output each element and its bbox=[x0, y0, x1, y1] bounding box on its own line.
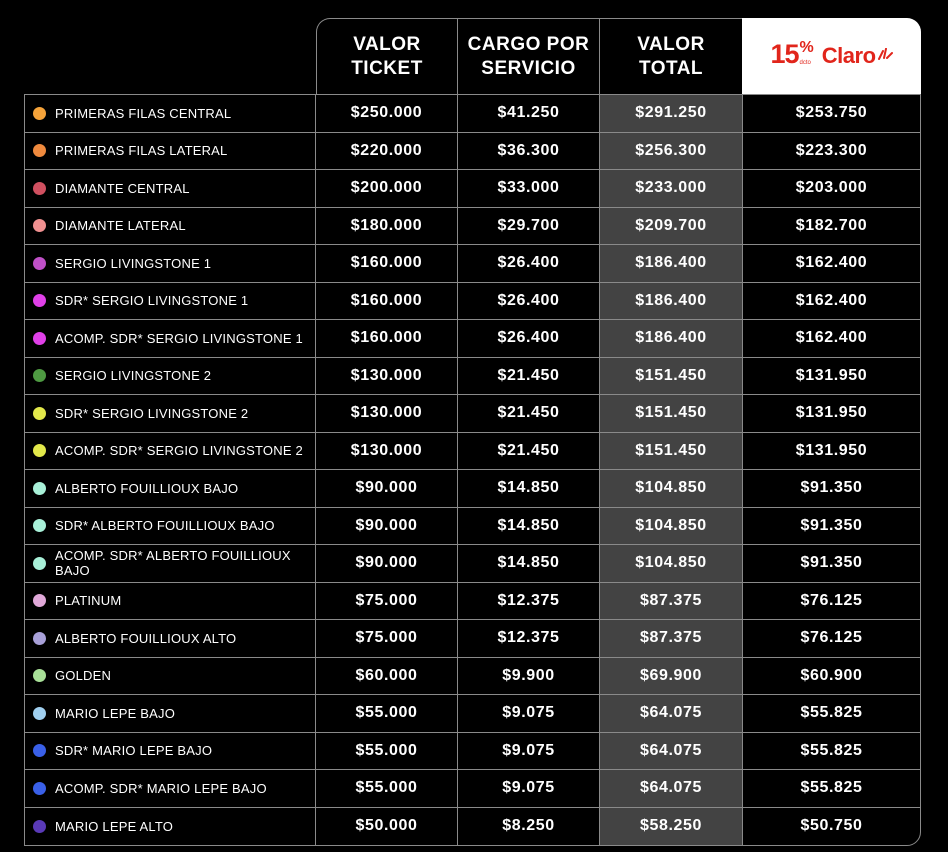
promo-percent: % bbox=[799, 39, 814, 56]
cargo-servicio-cell: $9.075 bbox=[458, 733, 600, 770]
header-spacer bbox=[24, 18, 316, 94]
zone-color-dot-icon bbox=[33, 444, 46, 457]
zone-name-cell bbox=[25, 658, 316, 695]
claro-price-cell: $55.825 bbox=[800, 704, 863, 722]
table-row bbox=[25, 658, 920, 696]
valor-ticket-cell: $75.000 bbox=[316, 620, 458, 657]
valor-total-cell: $186.400 bbox=[600, 320, 743, 357]
zone-color-dot-icon bbox=[33, 369, 46, 382]
claro-price-cell: $203.000 bbox=[795, 179, 868, 197]
zone-name: DIAMANTE LATERAL bbox=[55, 218, 186, 234]
header-valor-total-label: VALOR TOTAL bbox=[637, 33, 705, 79]
cargo-servicio-cell: $14.850 bbox=[458, 545, 600, 582]
claro-price-cell: $162.400 bbox=[795, 254, 868, 272]
valor-total-cell: $64.075 bbox=[600, 695, 743, 732]
zone-color-dot-icon bbox=[33, 557, 46, 570]
valor-total-cell: $233.000 bbox=[600, 170, 743, 207]
valor-ticket-cell: $50.000 bbox=[316, 808, 458, 846]
zone-name-cell bbox=[25, 808, 316, 846]
valor-total-cell: $151.450 bbox=[600, 358, 743, 395]
claro-price-cell: $91.350 bbox=[800, 516, 863, 534]
cargo-servicio-cell: $21.450 bbox=[458, 358, 600, 395]
zone-name: ACOMP. SDR* ALBERTO FOUILLIOUX BAJO bbox=[55, 548, 291, 579]
table-row bbox=[25, 545, 920, 583]
header-valor-total bbox=[599, 18, 742, 94]
table-row bbox=[25, 395, 920, 433]
zone-color-dot-icon bbox=[33, 594, 46, 607]
valor-total-cell: $64.075 bbox=[600, 733, 743, 770]
valor-ticket-cell: $160.000 bbox=[316, 283, 458, 320]
table-row bbox=[25, 620, 920, 658]
zone-name: ACOMP. SDR* MARIO LEPE BAJO bbox=[55, 780, 267, 796]
zone-name: ALBERTO FOUILLIOUX BAJO bbox=[55, 480, 239, 496]
valor-ticket-cell: $75.000 bbox=[316, 583, 458, 620]
zone-color-dot-icon bbox=[33, 332, 46, 345]
valor-ticket-cell: $90.000 bbox=[316, 470, 458, 507]
zone-color-dot-icon bbox=[33, 632, 46, 645]
zone-color-dot-icon bbox=[33, 144, 46, 157]
zone-color-dot-icon bbox=[33, 219, 46, 232]
valor-ticket-cell: $55.000 bbox=[316, 770, 458, 807]
valor-ticket-cell: $130.000 bbox=[316, 433, 458, 470]
valor-total-cell: $151.450 bbox=[600, 433, 743, 470]
valor-ticket-cell: $200.000 bbox=[316, 170, 458, 207]
zone-name: PRIMERAS FILAS CENTRAL bbox=[55, 105, 232, 121]
valor-ticket-cell: $60.000 bbox=[316, 658, 458, 695]
table-row bbox=[25, 358, 920, 396]
valor-total-cell: $104.850 bbox=[600, 470, 743, 507]
zone-name-cell bbox=[25, 133, 316, 170]
table-row bbox=[25, 433, 920, 471]
header-claro-discount bbox=[742, 18, 921, 94]
zone-name-cell bbox=[25, 283, 316, 320]
zone-name-cell bbox=[25, 583, 316, 620]
valor-total-cell: $87.375 bbox=[600, 583, 743, 620]
price-table bbox=[24, 18, 921, 846]
zone-name: ACOMP. SDR* SERGIO LIVINGSTONE 1 bbox=[55, 330, 303, 346]
cargo-servicio-cell: $41.250 bbox=[458, 95, 600, 132]
zone-name-cell bbox=[25, 208, 316, 245]
valor-ticket-cell: $90.000 bbox=[316, 508, 458, 545]
zone-name: PRIMERAS FILAS LATERAL bbox=[55, 143, 228, 159]
valor-total-cell: $186.400 bbox=[600, 283, 743, 320]
zone-color-dot-icon bbox=[33, 707, 46, 720]
zone-name-cell bbox=[25, 620, 316, 657]
zone-name: ALBERTO FOUILLIOUX ALTO bbox=[55, 630, 237, 646]
zone-name: SERGIO LIVINGSTONE 2 bbox=[55, 368, 212, 384]
zone-name: SERGIO LIVINGSTONE 1 bbox=[55, 255, 212, 271]
valor-ticket-cell: $55.000 bbox=[316, 733, 458, 770]
zone-color-dot-icon bbox=[33, 669, 46, 682]
claro-price-cell: $60.900 bbox=[800, 666, 863, 684]
claro-price-cell: $55.825 bbox=[800, 779, 863, 797]
claro-price-cell: $162.400 bbox=[795, 329, 868, 347]
zone-name: SDR* MARIO LEPE BAJO bbox=[55, 743, 213, 759]
valor-ticket-cell: $90.000 bbox=[316, 545, 458, 582]
valor-ticket-cell: $250.000 bbox=[316, 95, 458, 132]
claro-price-cell: $131.950 bbox=[795, 404, 868, 422]
claro-price-cell: $50.750 bbox=[800, 817, 863, 835]
claro-price-cell: $162.400 bbox=[795, 291, 868, 309]
zone-name-cell bbox=[25, 470, 316, 507]
cargo-servicio-cell: $36.300 bbox=[458, 133, 600, 170]
zone-name-cell bbox=[25, 95, 316, 132]
claro-price-cell: $253.750 bbox=[795, 104, 868, 122]
table-header bbox=[24, 18, 921, 94]
cargo-servicio-cell: $14.850 bbox=[458, 470, 600, 507]
table-row bbox=[25, 245, 920, 283]
zone-name-cell bbox=[25, 695, 316, 732]
cargo-servicio-cell: $14.850 bbox=[458, 508, 600, 545]
table-row bbox=[25, 808, 920, 846]
zone-name-cell bbox=[25, 320, 316, 357]
claro-price-cell: $91.350 bbox=[800, 479, 863, 497]
zone-color-dot-icon bbox=[33, 820, 46, 833]
table-row bbox=[25, 133, 920, 171]
valor-total-cell: $104.850 bbox=[600, 545, 743, 582]
zone-name: SDR* ALBERTO FOUILLIOUX BAJO bbox=[55, 518, 275, 534]
table-row bbox=[25, 208, 920, 246]
zone-name-cell bbox=[25, 545, 316, 582]
claro-price-cell: $182.700 bbox=[795, 216, 868, 234]
zone-color-dot-icon bbox=[33, 519, 46, 532]
valor-total-cell: $256.300 bbox=[600, 133, 743, 170]
cargo-servicio-cell: $12.375 bbox=[458, 583, 600, 620]
table-body bbox=[24, 94, 921, 846]
table-row bbox=[25, 733, 920, 771]
zone-color-dot-icon bbox=[33, 107, 46, 120]
claro-price-cell: $91.350 bbox=[800, 554, 863, 572]
valor-ticket-cell: $130.000 bbox=[316, 358, 458, 395]
zone-name: MARIO LEPE BAJO bbox=[55, 705, 176, 721]
claro-price-cell: $55.825 bbox=[800, 741, 863, 759]
table-row bbox=[25, 508, 920, 546]
table-row bbox=[25, 283, 920, 321]
zone-name-cell bbox=[25, 245, 316, 282]
valor-ticket-cell: $180.000 bbox=[316, 208, 458, 245]
valor-ticket-cell: $160.000 bbox=[316, 320, 458, 357]
valor-total-cell: $87.375 bbox=[600, 620, 743, 657]
claro-price-cell: $76.125 bbox=[800, 591, 863, 609]
cargo-servicio-cell: $8.250 bbox=[458, 808, 600, 846]
zone-name-cell bbox=[25, 508, 316, 545]
table-row bbox=[25, 695, 920, 733]
valor-ticket-cell: $130.000 bbox=[316, 395, 458, 432]
promo-number: 15 bbox=[770, 39, 799, 69]
zone-color-dot-icon bbox=[33, 482, 46, 495]
promo-badge bbox=[770, 39, 813, 73]
cargo-servicio-cell: $29.700 bbox=[458, 208, 600, 245]
valor-ticket-cell: $160.000 bbox=[316, 245, 458, 282]
cargo-servicio-cell: $9.075 bbox=[458, 770, 600, 807]
cargo-servicio-cell: $9.900 bbox=[458, 658, 600, 695]
valor-total-cell: $69.900 bbox=[600, 658, 743, 695]
zone-color-dot-icon bbox=[33, 744, 46, 757]
header-cargo-servicio bbox=[457, 18, 599, 94]
table-row bbox=[25, 320, 920, 358]
valor-total-cell: $151.450 bbox=[600, 395, 743, 432]
zone-name-cell bbox=[25, 733, 316, 770]
valor-ticket-cell: $55.000 bbox=[316, 695, 458, 732]
zone-name: MARIO LEPE ALTO bbox=[55, 818, 174, 834]
zone-color-dot-icon bbox=[33, 182, 46, 195]
cargo-servicio-cell: $21.450 bbox=[458, 395, 600, 432]
zone-color-dot-icon bbox=[33, 294, 46, 307]
valor-total-cell: $209.700 bbox=[600, 208, 743, 245]
valor-ticket-cell: $220.000 bbox=[316, 133, 458, 170]
header-valor-ticket bbox=[316, 18, 457, 94]
table-row bbox=[25, 170, 920, 208]
zone-name: ACOMP. SDR* SERGIO LIVINGSTONE 2 bbox=[55, 443, 303, 459]
header-cargo-servicio-label: CARGO POR SERVICIO bbox=[467, 33, 590, 79]
header-valor-ticket-label: VALOR TICKET bbox=[351, 33, 423, 79]
cargo-servicio-cell: $33.000 bbox=[458, 170, 600, 207]
claro-brand-text: Claro bbox=[821, 43, 876, 68]
zone-name-cell bbox=[25, 433, 316, 470]
zone-name: DIAMANTE CENTRAL bbox=[55, 180, 190, 196]
valor-total-cell: $291.250 bbox=[600, 95, 743, 132]
cargo-servicio-cell: $9.075 bbox=[458, 695, 600, 732]
zone-name-cell bbox=[25, 395, 316, 432]
valor-total-cell: $186.400 bbox=[600, 245, 743, 282]
cargo-servicio-cell: $26.400 bbox=[458, 283, 600, 320]
zone-name: SDR* SERGIO LIVINGSTONE 1 bbox=[55, 293, 249, 309]
table-row bbox=[25, 770, 920, 808]
zone-name-cell bbox=[25, 770, 316, 807]
claro-sun-icon bbox=[877, 48, 893, 60]
claro-price-cell: $131.950 bbox=[795, 441, 868, 459]
table-row bbox=[25, 95, 920, 133]
cargo-servicio-cell: $21.450 bbox=[458, 433, 600, 470]
claro-price-cell: $76.125 bbox=[800, 629, 863, 647]
valor-total-cell: $104.850 bbox=[600, 508, 743, 545]
claro-price-cell: $223.300 bbox=[795, 141, 868, 159]
zone-name-cell bbox=[25, 170, 316, 207]
cargo-servicio-cell: $26.400 bbox=[458, 245, 600, 282]
zone-color-dot-icon bbox=[33, 782, 46, 795]
zone-color-dot-icon bbox=[33, 257, 46, 270]
claro-price-cell: $131.950 bbox=[795, 366, 868, 384]
zone-name: PLATINUM bbox=[55, 593, 122, 609]
zone-name: GOLDEN bbox=[55, 668, 112, 684]
zone-name-cell bbox=[25, 358, 316, 395]
claro-logo bbox=[822, 43, 893, 69]
table-row bbox=[25, 470, 920, 508]
valor-total-cell: $64.075 bbox=[600, 770, 743, 807]
promo-dcto: dcto bbox=[799, 60, 811, 66]
cargo-servicio-cell: $26.400 bbox=[458, 320, 600, 357]
zone-name: SDR* SERGIO LIVINGSTONE 2 bbox=[55, 405, 249, 421]
zone-color-dot-icon bbox=[33, 407, 46, 420]
valor-total-cell: $58.250 bbox=[600, 808, 743, 846]
cargo-servicio-cell: $12.375 bbox=[458, 620, 600, 657]
table-row bbox=[25, 583, 920, 621]
